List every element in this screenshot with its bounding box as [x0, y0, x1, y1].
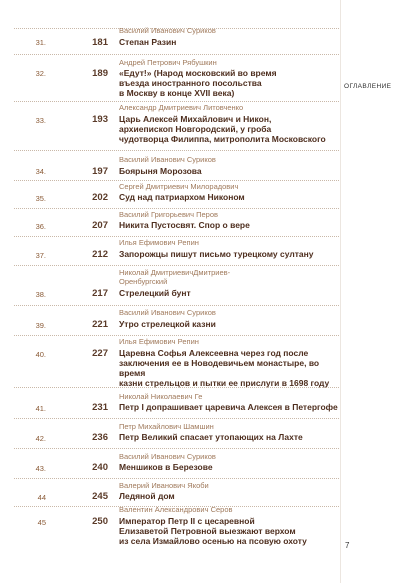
entry-title: Боярыня Морозова: [119, 166, 202, 176]
entry-number: 35.: [35, 194, 46, 203]
row-separator: [14, 236, 339, 237]
entry-title: Царь Алексей Михайлович и Никон, архиепископ Новгородский, у гроба чудотворца Филиппа, митрополита Московского: [119, 114, 326, 144]
entry-number: 45: [37, 518, 46, 527]
entry-author: Василий Иванович Суриков: [119, 155, 216, 164]
entry-number: 33.: [35, 116, 46, 125]
entry-author: Александр Дмитриевич Литовченко: [119, 103, 244, 112]
entry-page: 181: [92, 37, 108, 48]
entry-page: 207: [92, 220, 108, 231]
entry-title: Царевна Софья Алексеевна через год после заключения ее в Новодевичьем монастыре, во время казни стрельцов и пытки ее прислуги в 1698 году: [119, 348, 330, 388]
row-separator: [14, 208, 339, 209]
row-separator: [14, 418, 339, 419]
entry-page: 245: [92, 491, 108, 502]
row-separator: [14, 448, 339, 449]
entry-page: 227: [92, 348, 108, 359]
entry-page: 189: [92, 68, 108, 79]
entry-page: 202: [92, 192, 108, 203]
entry-title: Петр I допрашивает царевича Алексея в Петергофе: [119, 402, 338, 412]
entry-title: Запорожцы пишут письмо турецкому султану: [119, 249, 314, 259]
entry-number: 32.: [35, 69, 46, 78]
row-separator: [14, 478, 339, 479]
entry-page: 193: [92, 114, 108, 125]
entry-author: Николай ДмитриевичДмитриев- Оренбургский: [119, 268, 231, 286]
page-number: 7: [345, 541, 350, 550]
entry-author: Валерий Иванович Якоби: [119, 481, 209, 490]
entry-author: Василий Иванович Суриков: [119, 26, 216, 35]
entry-number: 31.: [35, 38, 46, 47]
entry-author: Валентин Александрович Серов: [119, 505, 233, 514]
entry-author: Василий Григорьевич Перов: [119, 210, 218, 219]
entry-number: 37.: [35, 251, 46, 260]
row-separator: [14, 101, 339, 102]
entry-title: Суд над патриархом Никоном: [119, 192, 245, 202]
entry-title: Утро стрелецкой казни: [119, 319, 216, 329]
entry-number: 44: [37, 493, 46, 502]
entry-title: Ледяной дом: [119, 491, 175, 501]
row-separator: [14, 335, 339, 336]
entry-author: Николай Николаевич Ге: [119, 392, 203, 401]
entry-author: Василий Иванович Суриков: [119, 308, 216, 317]
row-separator: [14, 180, 339, 181]
entry-title: Стрелецкий бунт: [119, 288, 191, 298]
entry-title: «Едут!» (Народ московский во время въезда иностранного посольства в Москву в конце XVII века): [119, 68, 277, 98]
entry-number: 41.: [35, 404, 46, 413]
entry-author: Сергей Дмитриевич Милорадович: [119, 182, 239, 191]
entry-number: 40.: [35, 350, 46, 359]
entry-title: Император Петр II с цесаревной Елизаветой Петровной выезжают верхом из села Измайлово осенью на псовую охоту: [119, 516, 307, 546]
entry-page: 221: [92, 319, 108, 330]
entry-number: 38.: [35, 290, 46, 299]
entry-page: 212: [92, 249, 108, 260]
entry-author: Петр Михайлович Шамшин: [119, 422, 214, 431]
entry-author: Илья Ефимович Репин: [119, 337, 199, 346]
section-label: ОГЛАВЛЕНИЕ: [344, 83, 392, 90]
entry-author: Илья Ефимович Репин: [119, 238, 199, 247]
entry-title: Никита Пустосвят. Спор о вере: [119, 220, 250, 230]
entry-page: 240: [92, 462, 108, 473]
row-separator: [14, 305, 339, 306]
page-edge-shadow: [340, 0, 341, 583]
entry-page: 197: [92, 166, 108, 177]
row-separator: [14, 265, 339, 266]
entry-page: 231: [92, 402, 108, 413]
entry-number: 43.: [35, 464, 46, 473]
entry-number: 34.: [35, 167, 46, 176]
entry-title: Степан Разин: [119, 37, 177, 47]
row-separator: [14, 150, 339, 151]
entry-page: 236: [92, 432, 108, 443]
entry-number: 36.: [35, 222, 46, 231]
entry-page: 250: [92, 516, 108, 527]
entry-author: Андрей Петрович Рябушкин: [119, 58, 217, 67]
entry-title: Меншиков в Березове: [119, 462, 213, 472]
entry-title: Петр Великий спасает утопающих на Лахте: [119, 432, 303, 442]
entry-page: 217: [92, 288, 108, 299]
entry-number: 42.: [35, 434, 46, 443]
entry-author: Василий Иванович Суриков: [119, 452, 216, 461]
row-separator: [14, 387, 339, 388]
row-separator: [14, 54, 339, 55]
entry-number: 39.: [35, 321, 46, 330]
